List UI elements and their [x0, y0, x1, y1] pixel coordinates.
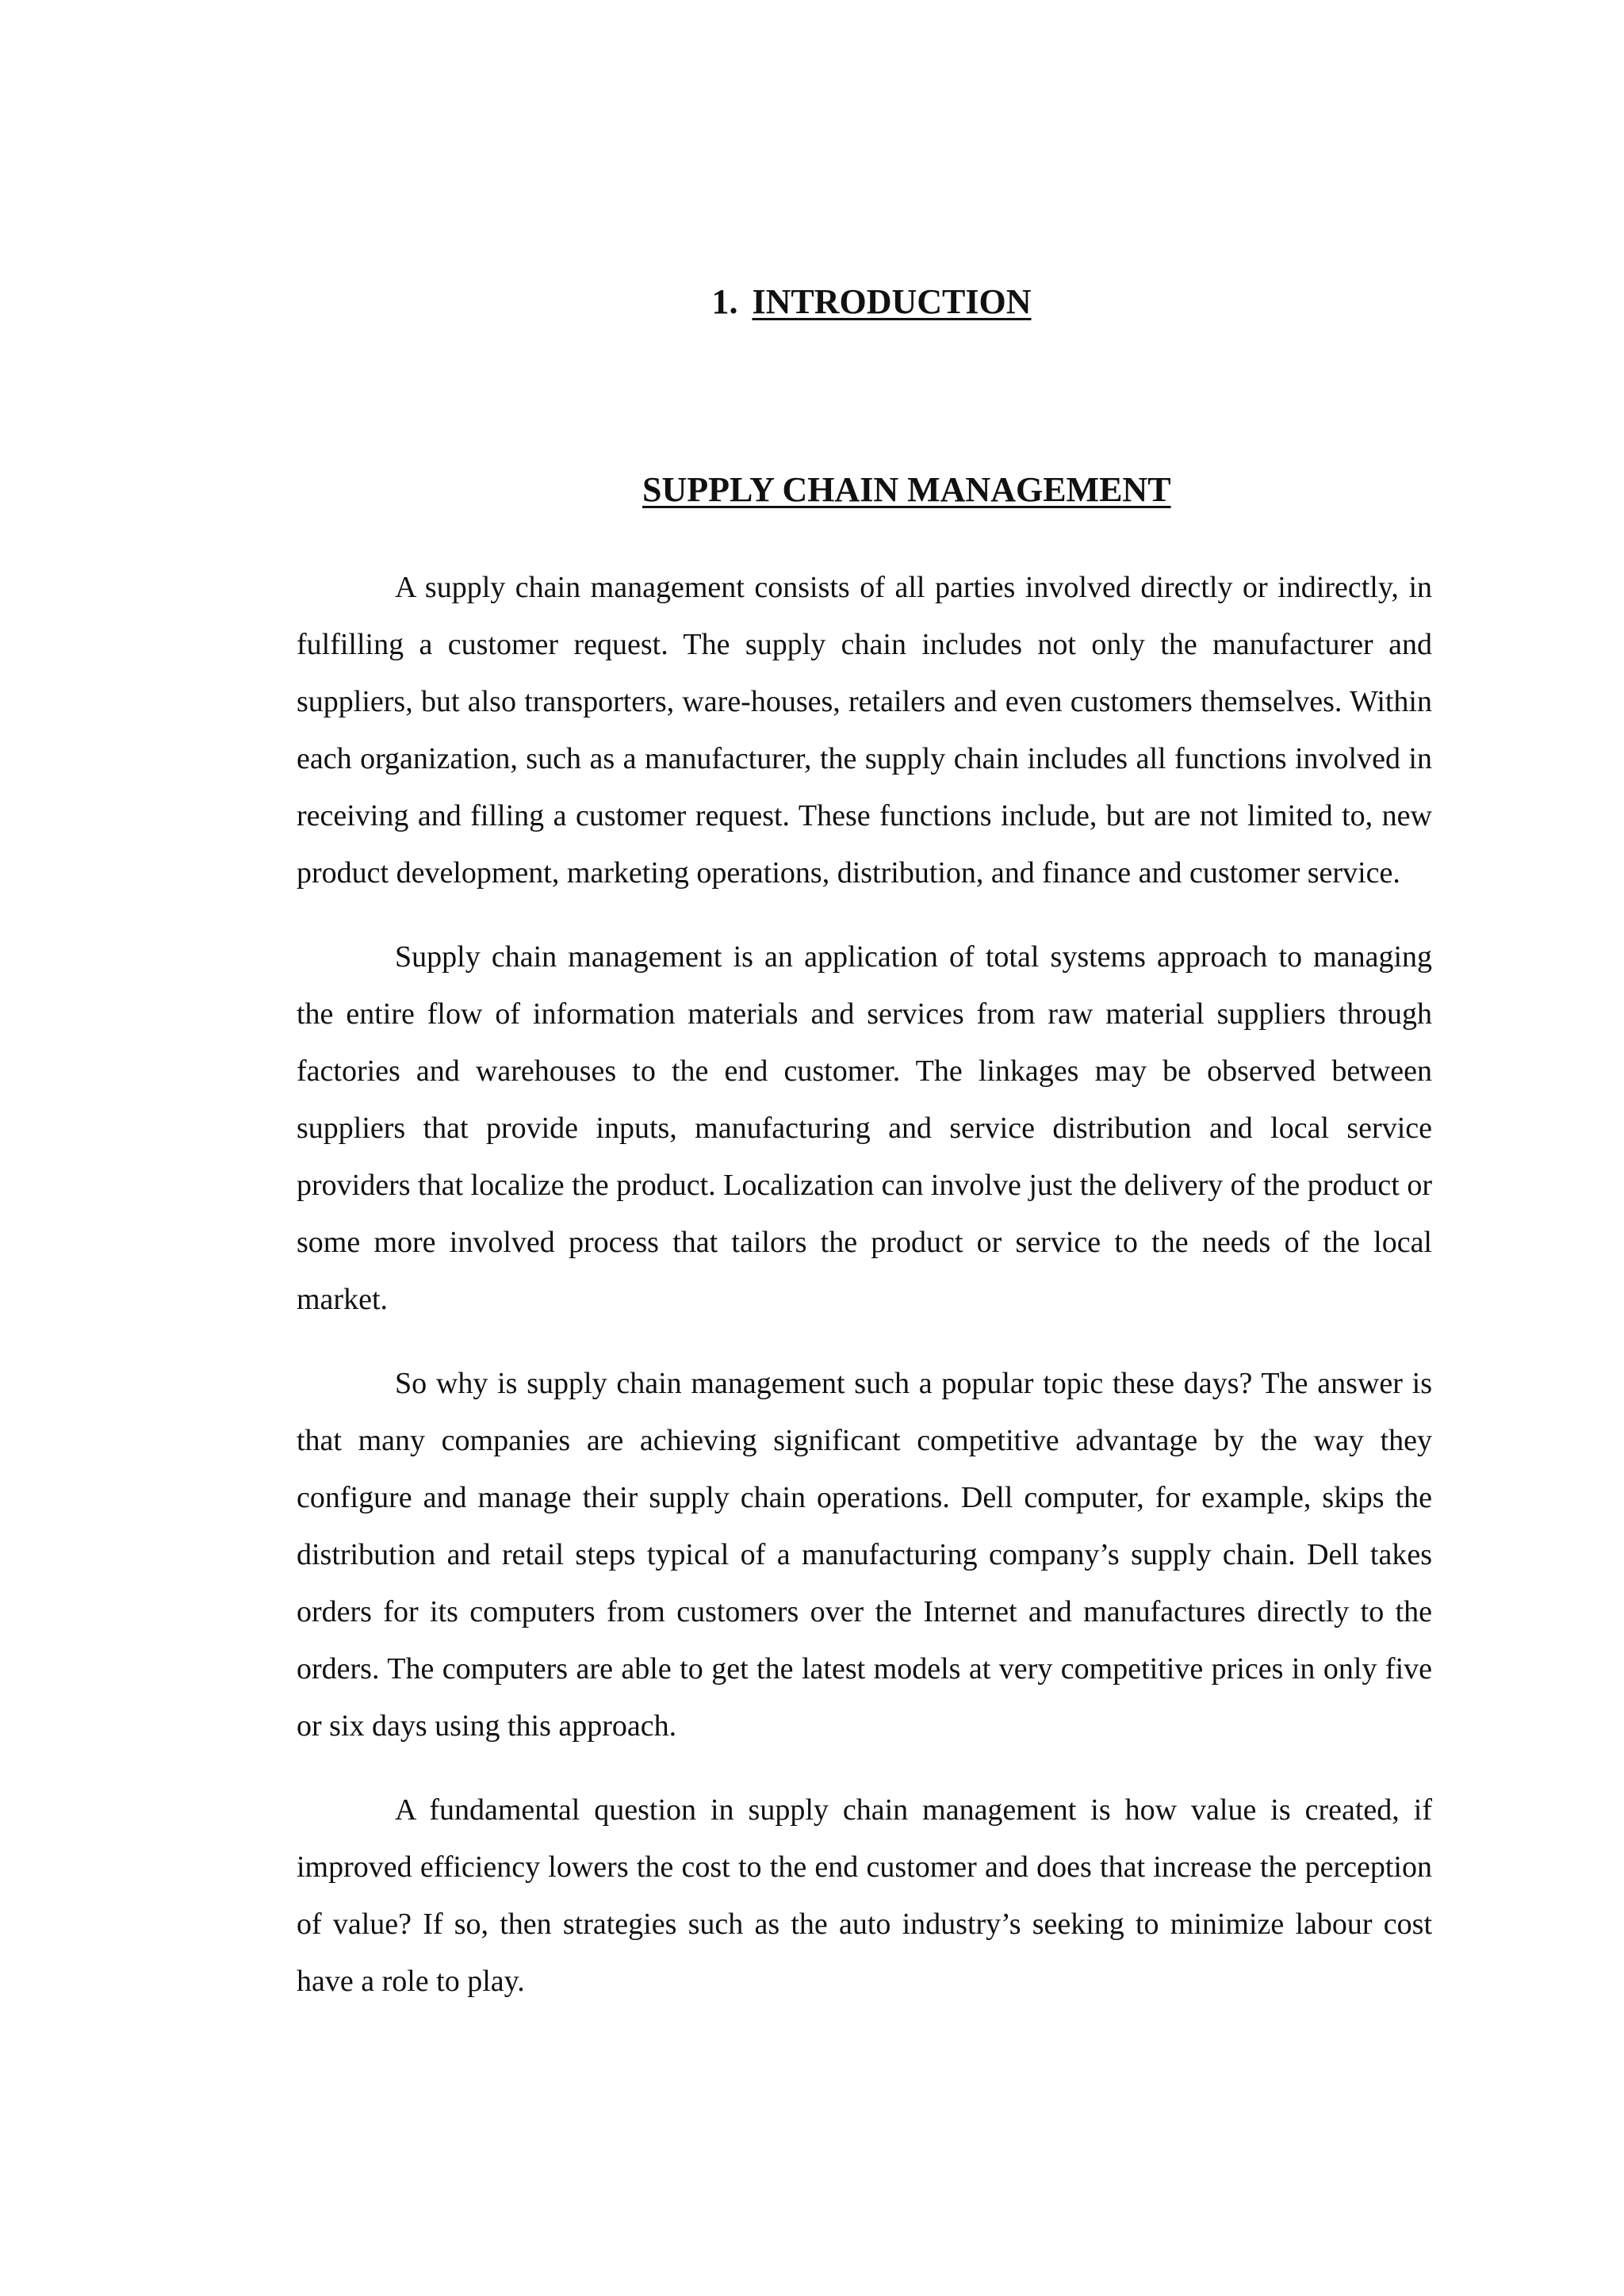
chapter-heading [0, 281, 1624, 323]
paragraph: So why is supply chain management such a popular topic these days? The answer is that many companies are achieving significant competitive advantage by the way they configure and manage their supply chain operations. Dell computer, for example, skips the distribution and retail steps typical of a manufacturing company’s supply chain. Dell takes orders for its computers from customers over the Internet and manufactures directly to the orders. The computers are able to get the latest models at very competitive prices in only five or six days using this approach. [297, 1367, 1432, 1743]
section-heading: SUPPLY CHAIN MANAGEMENT [642, 470, 1171, 509]
paragraph: A supply chain management consists of all parties involved directly or indirectly, in fulfilling a customer request. The supply chain includes not only the manufacturer and suppliers, but also transporters, ware-houses, retailers and even customers themselves. Within each organization, such as a manufacturer, the supply chain includes all functions involved in receiving and filling a customer request. These functions include, but are not limited to, new product development, marketing operations, distribution, and finance and customer service. [297, 571, 1432, 890]
paragraph: A fundamental question in supply chain management is how value is created, if improved efficiency lowers the cost to the end customer and does that increase the perception of value? If so, then strategies such as the auto industry’s seeking to minimize labour cost have a role to play. [297, 1793, 1432, 1998]
body-text [297, 559, 1432, 2037]
paragraph: Supply chain management is an application of total systems approach to managing the entire flow of information materials and services from raw material suppliers through factories and warehouses to the end customer. The linkages may be observed between suppliers that provide inputs, manufacturing and service distribution and local service providers that localize the product. Localization can involve just the delivery of the product or some more involved process that tailors the product or service to the needs of the local market. [297, 940, 1432, 1316]
chapter-number: 1. [711, 282, 738, 321]
chapter-title: INTRODUCTION [752, 282, 1032, 321]
